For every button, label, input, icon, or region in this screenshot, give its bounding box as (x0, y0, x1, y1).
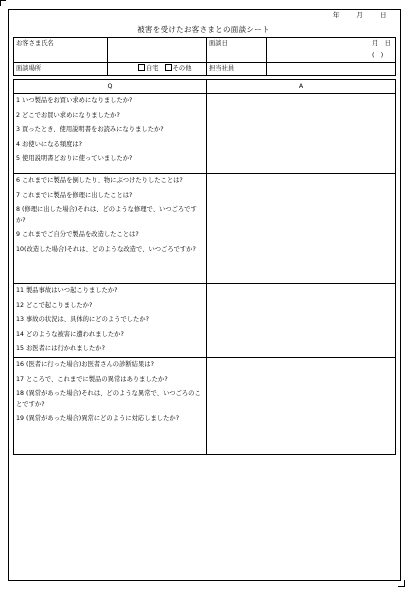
date-day-label: 日 (380, 11, 387, 19)
location-label: 面談場所 (14, 63, 108, 76)
interview-date-label: 面談日 (207, 38, 267, 63)
question-item: 11 製品事故はいつ起こりましたか? (16, 287, 118, 294)
question-item: 4 お使いになる頻度は? (16, 140, 83, 148)
answer-cell-4[interactable] (207, 357, 396, 454)
question-item: 15 お医者には行かれましたか? (16, 345, 105, 353)
question-item: 17 ところで、これまでに製品の異常はありましたか? (16, 375, 168, 383)
customer-name-label: お客さま氏名 (14, 38, 108, 63)
other-checkbox[interactable] (165, 64, 172, 71)
date-year-label: 年 (332, 11, 340, 19)
question-group-2 (14, 174, 207, 284)
question-item: 16 (医者に行った場合)お医者さんの診断結果は? (16, 360, 154, 368)
other-option-label: その他 (172, 65, 192, 72)
question-item: 19 (異常があった場合)異常にどのように対応しましたか? (16, 415, 180, 423)
question-item: 7 これまでに製品を修理に出したことは? (16, 191, 133, 199)
staff-field[interactable] (267, 63, 396, 76)
location-options (108, 63, 207, 76)
a-column-header: A (207, 80, 396, 94)
info-table (13, 37, 396, 76)
question-item: 14 どのような被害に遭われましたか? (16, 330, 124, 338)
info-row-2 (14, 63, 396, 76)
question-item: 2 どこでお買い求めになりましたか? (16, 111, 120, 119)
q-column-header: Q (14, 80, 207, 94)
question-group-3 (14, 284, 207, 358)
question-item: 1 いつ製品をお買い求めになりましたか? (16, 97, 133, 104)
qa-group-row (14, 94, 396, 174)
qa-group-row (14, 174, 396, 284)
question-item: 6 これまでに製品を倒したり、物にぶつけたりしたことは? (16, 177, 183, 184)
question-item: 9 これまでご自分で製品を改造したことは? (16, 231, 139, 239)
qa-table (13, 79, 396, 455)
question-item: 8 (修理に出した場合)それは、どのような修理で、いつごろですか? (16, 206, 197, 224)
answer-cell-1[interactable] (207, 94, 396, 174)
staff-label: 担当社員 (207, 63, 267, 76)
document-title: 被害を受けたお客さまとの面談シート (137, 25, 270, 34)
answer-cell-3[interactable] (207, 284, 396, 358)
question-item: 3 買ったとき、使用説明書をお読みになりましたか? (16, 126, 164, 134)
question-group-1 (14, 94, 207, 174)
info-row-1 (14, 38, 396, 63)
home-option-label: 自宅 (146, 65, 159, 72)
qa-group-row (14, 357, 396, 454)
corner-mark-bottom (398, 580, 405, 587)
question-item: 13 事故の状況は、具体的にどのようでしたか? (16, 316, 149, 324)
answer-cell-2[interactable] (207, 174, 396, 284)
interview-date-value: 月 日( ) (372, 40, 391, 59)
question-item: 18 (異常があった場合)それは、どのような異常で、いつごろのことですか? (16, 390, 201, 408)
corner-mark (0, 0, 6, 6)
question-item: 12 どこで起こりましたか? (16, 301, 93, 309)
customer-name-field[interactable] (108, 38, 207, 63)
qa-header-row (14, 80, 396, 94)
question-group-4 (14, 357, 207, 454)
home-checkbox[interactable] (138, 64, 145, 71)
date-month-label: 月 (356, 11, 364, 19)
interview-date-field[interactable] (267, 38, 396, 63)
qa-group-row (14, 284, 396, 358)
question-item: 5 使用説明書どおりに使っていましたか? (16, 155, 133, 163)
date-line (319, 10, 387, 19)
question-item: 10(改造した場合)それは、どのような改造で、いつごろですか? (16, 245, 196, 253)
